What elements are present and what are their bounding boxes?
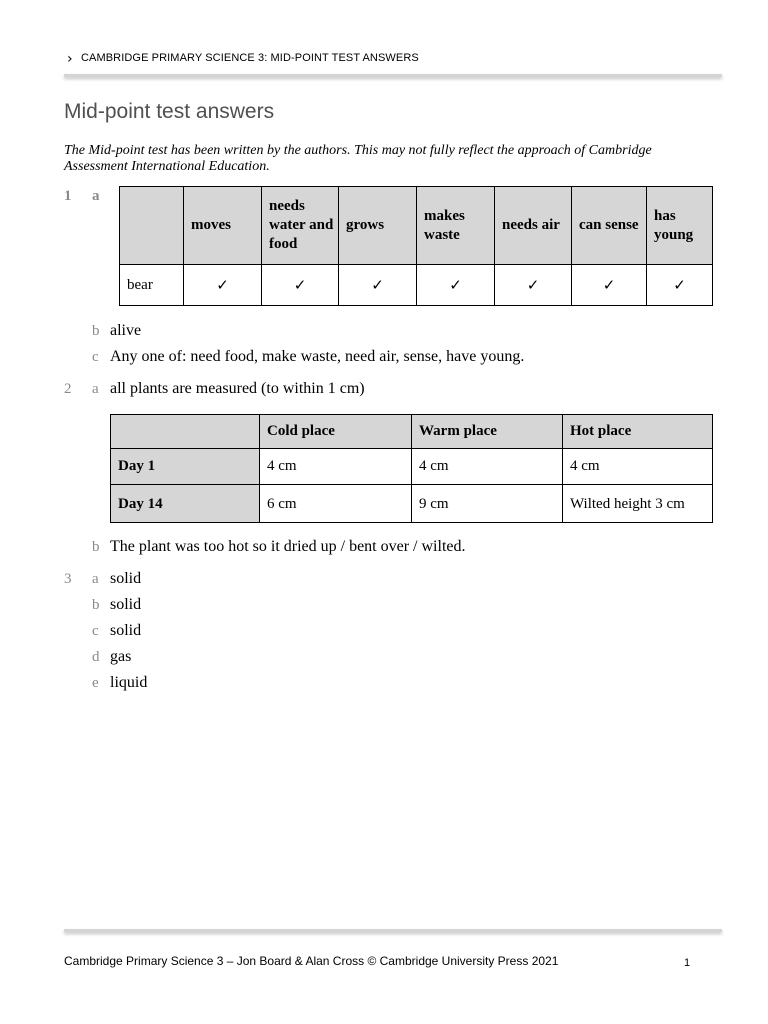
tick-cell: ✓ (647, 265, 713, 306)
question-number-2: 2 (64, 381, 72, 397)
table-cell: Wilted height 3 cm (563, 485, 713, 523)
header-cell-needs-water-food: needs water and food (262, 187, 339, 265)
q1-part-c-letter: c (92, 349, 99, 365)
header-cell-grows: grows (339, 187, 417, 265)
table-cell: 4 cm (412, 449, 563, 485)
header-cell-makes-waste: makes waste (417, 187, 495, 265)
header-divider (64, 74, 722, 77)
q2-part-b-answer: The plant was too hot so it dried up / bent over / wilted. (110, 538, 466, 555)
page-title: Mid-point test answers (64, 100, 275, 123)
q3-part-letter: c (92, 623, 99, 639)
q2-part-b-letter: b (92, 539, 100, 555)
header-cell-has-young: has young (647, 187, 713, 265)
header-cell-needs-air: needs air (495, 187, 572, 265)
question-number-3: 3 (64, 571, 72, 587)
q3-part-answer: gas (110, 648, 132, 665)
q2-part-a-answer: all plants are measured (to within 1 cm) (110, 380, 365, 397)
tick-cell: ✓ (339, 265, 417, 306)
header-cell-cold-place: Cold place (260, 415, 412, 449)
q1-part-a-letter: a (92, 188, 100, 204)
tick-cell: ✓ (572, 265, 647, 306)
chevron-right-icon: › (67, 51, 73, 67)
table-cell: 4 cm (563, 449, 713, 485)
header-cell-can-sense: can sense (572, 187, 647, 265)
tick-cell: ✓ (262, 265, 339, 306)
q3-part-letter: a (92, 571, 99, 587)
table-cell: 4 cm (260, 449, 412, 485)
q3-part-answer: liquid (110, 674, 148, 691)
q3-part-answer: solid (110, 622, 142, 639)
page-number: 1 (684, 957, 691, 969)
header-cell-empty (111, 415, 260, 449)
footer-divider (64, 929, 722, 932)
q1-part-c-answer: Any one of: need food, make waste, need air, sense, have young. (110, 348, 525, 365)
header-cell-moves: moves (184, 187, 262, 265)
header-cell-warm-place: Warm place (412, 415, 563, 449)
q3-part-letter: d (92, 649, 100, 665)
q1-part-b-letter: b (92, 323, 100, 339)
q3-part-letter: e (92, 675, 99, 691)
header-text: CAMBRIDGE PRIMARY SCIENCE 3: MID-POINT TEST ANSWERS (81, 52, 419, 64)
table-header-row (120, 187, 713, 265)
footer-credit: Cambridge Primary Science 3 – Jon Board & Alan Cross © Cambridge University Press 2021 (64, 954, 559, 968)
table-cell: 9 cm (412, 485, 563, 523)
row-label-day-14: Day 14 (111, 485, 260, 523)
q3-part-answer: solid (110, 570, 142, 587)
q3-part-letter: b (92, 597, 100, 613)
q1-part-b-answer: alive (110, 322, 142, 339)
tick-cell: ✓ (495, 265, 572, 306)
row-label-day-1: Day 1 (111, 449, 260, 485)
question-number-1: 1 (64, 188, 72, 204)
q2-part-a-letter: a (92, 381, 99, 397)
header-cell-empty (120, 187, 184, 265)
tick-cell: ✓ (417, 265, 495, 306)
header-cell-hot-place: Hot place (563, 415, 713, 449)
table-cell: 6 cm (260, 485, 412, 523)
intro-note: The Mid-point test has been written by the authors. This may not fully reflect the approach of Cambridge Assessment International Education. (64, 143, 652, 174)
row-label-bear: bear (120, 265, 184, 306)
table-row (111, 485, 713, 523)
characteristics-table (119, 186, 713, 306)
table-header-row (111, 415, 713, 449)
plant-growth-table (110, 414, 713, 523)
table-row (111, 449, 713, 485)
q3-part-answer: solid (110, 596, 142, 613)
tick-cell: ✓ (184, 265, 262, 306)
table-row (120, 265, 713, 306)
